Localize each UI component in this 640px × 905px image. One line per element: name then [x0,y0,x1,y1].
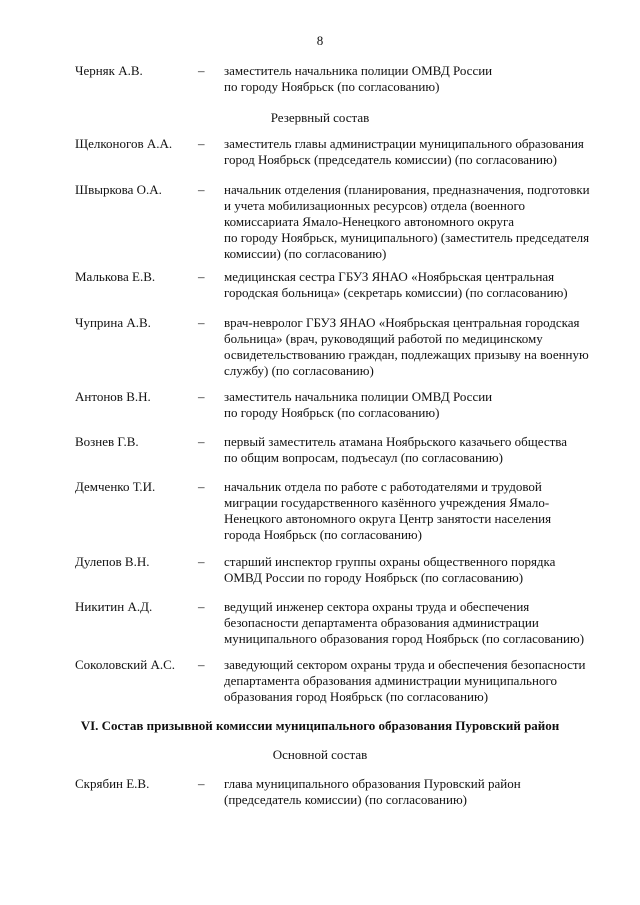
role-line: начальник отдела по работе с работодателями и трудовой [224,479,542,494]
role-line: освидетельствованию граждан, подлежащих призыву на военную [224,347,589,362]
role-line: образования город Ноябрьск (по согласованию) [224,689,489,704]
member-name: Антонов В.Н. [75,389,151,404]
role-line: больница» (врач, руководящий работой по медицинскому [224,331,543,346]
dash: – [198,63,205,78]
role-line: глава муниципального образования Пуровский район [224,776,521,791]
dash: – [198,389,205,404]
role-line: миграции государственного казённого учреждения Ямало- [224,495,550,510]
member-name: Соколовский А.С. [75,657,176,672]
role-line: по общим вопросам, подъесаул (по согласованию) [224,450,503,465]
role-line: старший инспектор группы охраны общественного порядка [224,554,556,569]
role-line: города Ноябрьск (по согласованию) [224,527,422,542]
role-line: заместитель начальника полиции ОМВД России [224,63,493,78]
member-role [224,182,594,262]
dash: – [198,315,205,330]
section-title: VI. Состав призывной комиссии муниципального образования Пуровский район [80,718,560,733]
role-line: ведущий инженер сектора охраны труда и обеспечения [224,599,530,614]
role-line: службу) (по согласованию) [224,363,374,378]
role-line: Ненецкого автономного округа Центр занятости населения [224,511,552,526]
dash: – [198,554,205,569]
member-role [224,479,594,543]
member-name: Демченко Т.И. [75,479,156,494]
role-line: муниципального образования город Ноябрьск (по согласованию) [224,631,585,646]
role-line: комиссариата Ямало-Ненецкого автономного округа [224,214,515,229]
member-role [224,554,594,586]
dash: – [198,776,205,791]
member-role [224,657,594,705]
dash: – [198,479,205,494]
dash: – [198,599,205,614]
reserve-heading: Резервный состав [270,110,370,125]
role-line: начальник отделения (планирования, предназначения, подготовки [224,182,590,197]
role-line: врач-невролог ГБУЗ ЯНАО «Ноябрьская центральная городская [224,315,580,330]
dash: – [198,182,205,197]
role-line: комиссии) (по согласованию) [224,246,387,261]
member-name: Дулепов В.Н. [75,554,150,569]
role-line: по городу Ноябрьск (по согласованию) [224,405,440,420]
role-line: город Ноябрьск (председатель комиссии) (по согласованию) [224,152,558,167]
role-line: заместитель начальника полиции ОМВД России [224,389,493,404]
dash: – [198,657,205,672]
page-number: 8 [316,33,324,48]
member-role [224,599,594,647]
role-line: городская больница» (секретарь комиссии) (по согласованию) [224,285,568,300]
role-line: первый заместитель атамана Ноябрьского казачьего общества [224,434,568,449]
main-heading: Основной состав [272,747,368,762]
dash: – [198,434,205,449]
role-line: медицинская сестра ГБУЗ ЯНАО «Ноябрьская центральная [224,269,555,284]
role-line: ОМВД России по городу Ноябрьск (по согласованию) [224,570,524,585]
role-line: заведующий сектором охраны труда и обеспечения безопасности [224,657,586,672]
role-line: по городу Ноябрьск, муниципального) (заместитель председателя [224,230,590,245]
member-name: Малькова Е.В. [75,269,156,284]
member-name: Черняк А.В. [75,63,143,78]
role-line: (председатель комиссии) (по согласованию) [224,792,468,807]
member-role [224,315,594,379]
member-name: Скрябин Е.В. [75,776,150,791]
member-role [224,269,594,301]
member-role [224,136,594,168]
member-name: Никитин А.Д. [75,599,153,614]
member-role [224,776,594,808]
member-role [224,434,594,466]
dash: – [198,269,205,284]
member-name: Чуприна А.В. [75,315,151,330]
member-name: Щелконогов А.А. [75,136,173,151]
member-role [224,63,594,95]
member-role [224,389,594,421]
member-name: Вознев Г.В. [75,434,139,449]
member-name: Швыркова О.А. [75,182,162,197]
dash: – [198,136,205,151]
role-line: департамента образования администрации муниципального [224,673,557,688]
role-line: заместитель главы администрации муниципального образования [224,136,584,151]
role-line: и учета мобилизационных ресурсов) отдела (военного [224,198,525,213]
role-line: безопасности департамента образования администрации [224,615,539,630]
role-line: по городу Ноябрьск (по согласованию) [224,79,440,94]
